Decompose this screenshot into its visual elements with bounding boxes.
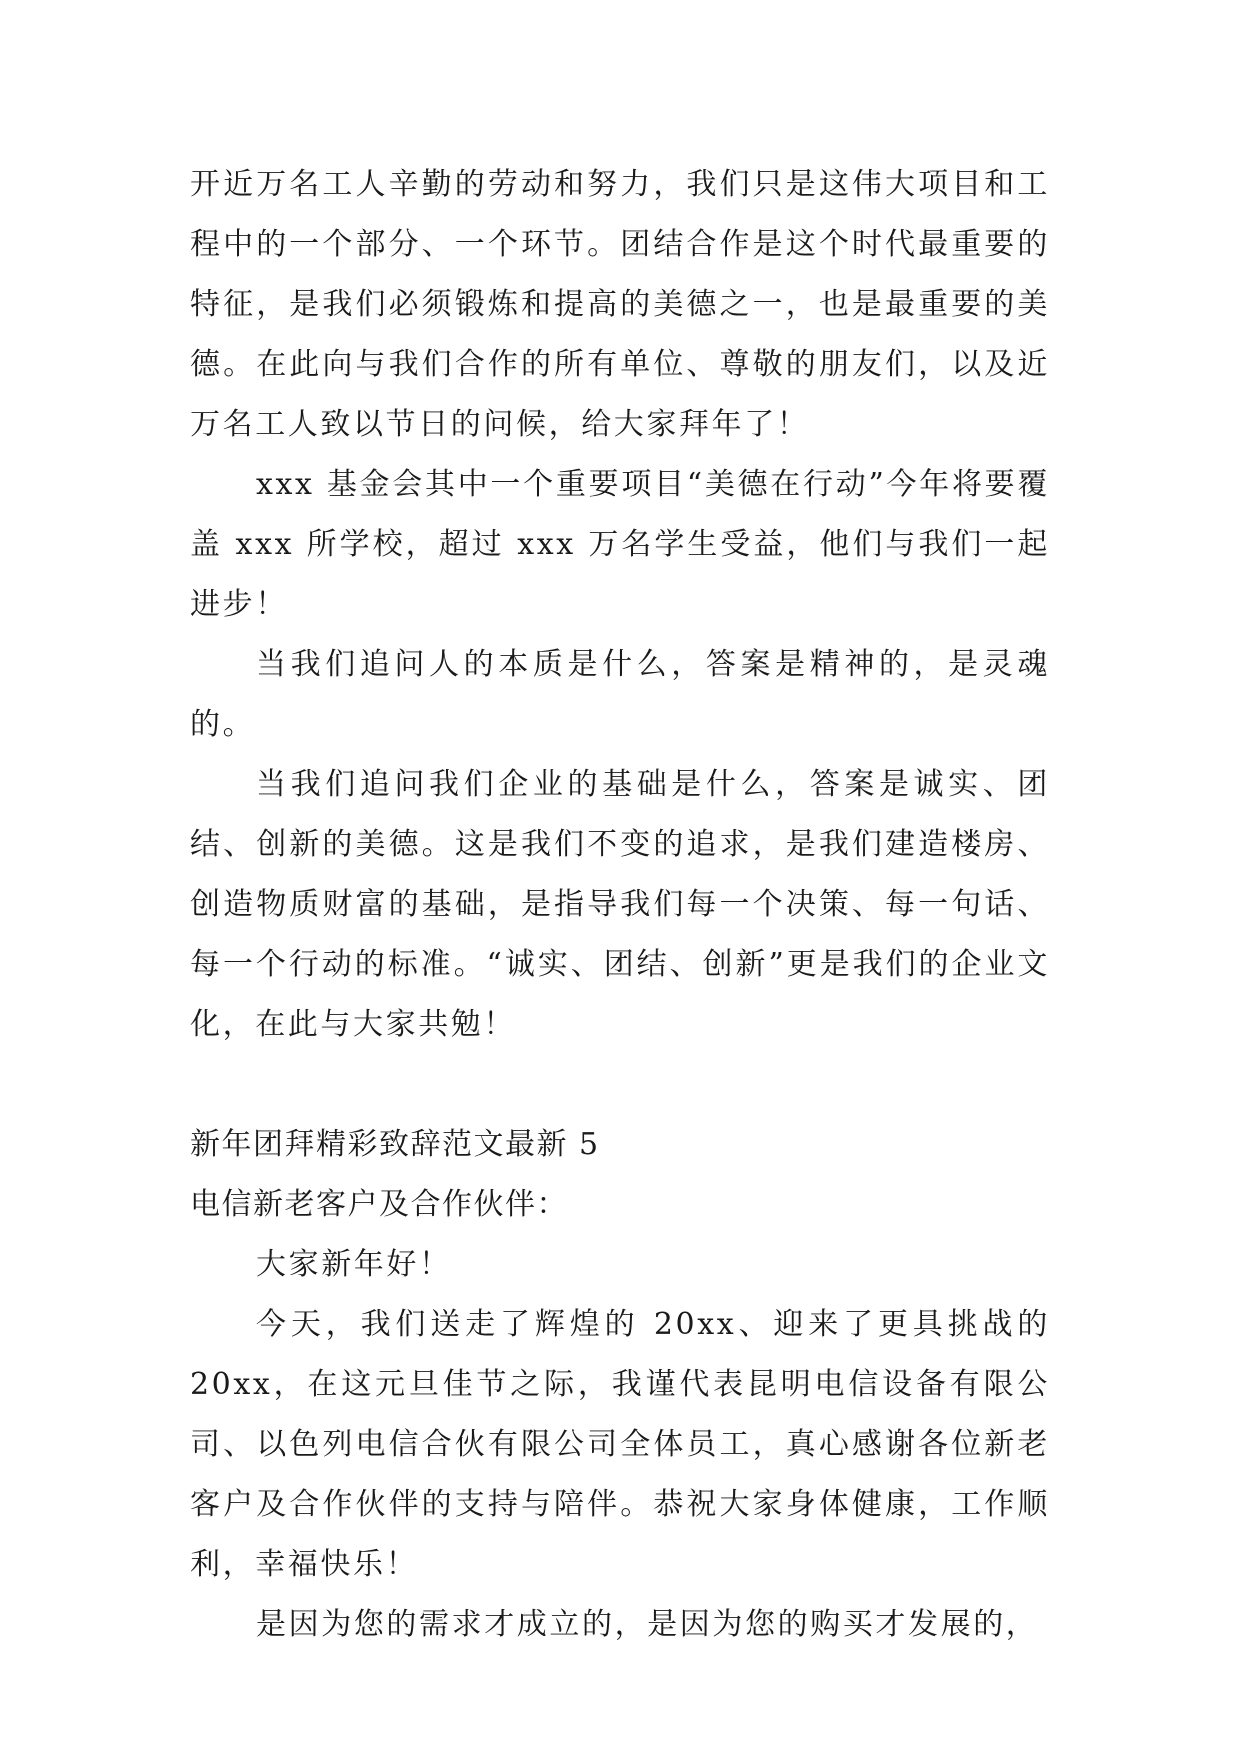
section-title: 新年团拜精彩致辞范文最新 5 <box>190 1127 600 1162</box>
paragraph: 是因为您的需求才成立的，是因为您的购买才发展的， <box>256 1607 1039 1642</box>
paragraph: 大家新年好！ <box>256 1247 452 1282</box>
document-body <box>190 155 1050 1655</box>
paragraph: 今天，我们送走了辉煌的 20xx、迎来了更具挑战的20xx，在这元旦佳节之际，我谨代表昆明电信设备有限公司、以色列电信合伙有限公司全体员工，真心感谢各位新老客户及合作伙伴的支持与陪伴。恭祝大家身体健康，工作顺利，幸福快乐！ <box>190 1307 1050 1582</box>
salutation: 电信新老客户及合作伙伴： <box>190 1187 568 1222</box>
paragraph: xxx 基金会其中一个重要项目“美德在行动”今年将要覆盖 xxx 所学校，超过 xxx 万名学生受益，他们与我们一起进步！ <box>190 467 1050 622</box>
paragraph: 开近万名工人辛勤的劳动和努力，我们只是这伟大项目和工程中的一个部分、一个环节。团结合作是这个时代最重要的特征，是我们必须锻炼和提高的美德之一，也是最重要的美德。在此向与我们合作的所有单位、尊敬的朋友们，以及近万名工人致以节日的问候，给大家拜年了！ <box>190 167 1050 442</box>
paragraph: 当我们追问人的本质是什么，答案是精神的，是灵魂的。 <box>190 647 1050 742</box>
paragraph: 当我们追问我们企业的基础是什么，答案是诚实、团结、创新的美德。这是我们不变的追求，是我们建造楼房、创造物质财富的基础，是指导我们每一个决策、每一句话、每一个行动的标准。“诚实、团结、创新”更是我们的企业文化，在此与大家共勉！ <box>190 767 1050 1042</box>
